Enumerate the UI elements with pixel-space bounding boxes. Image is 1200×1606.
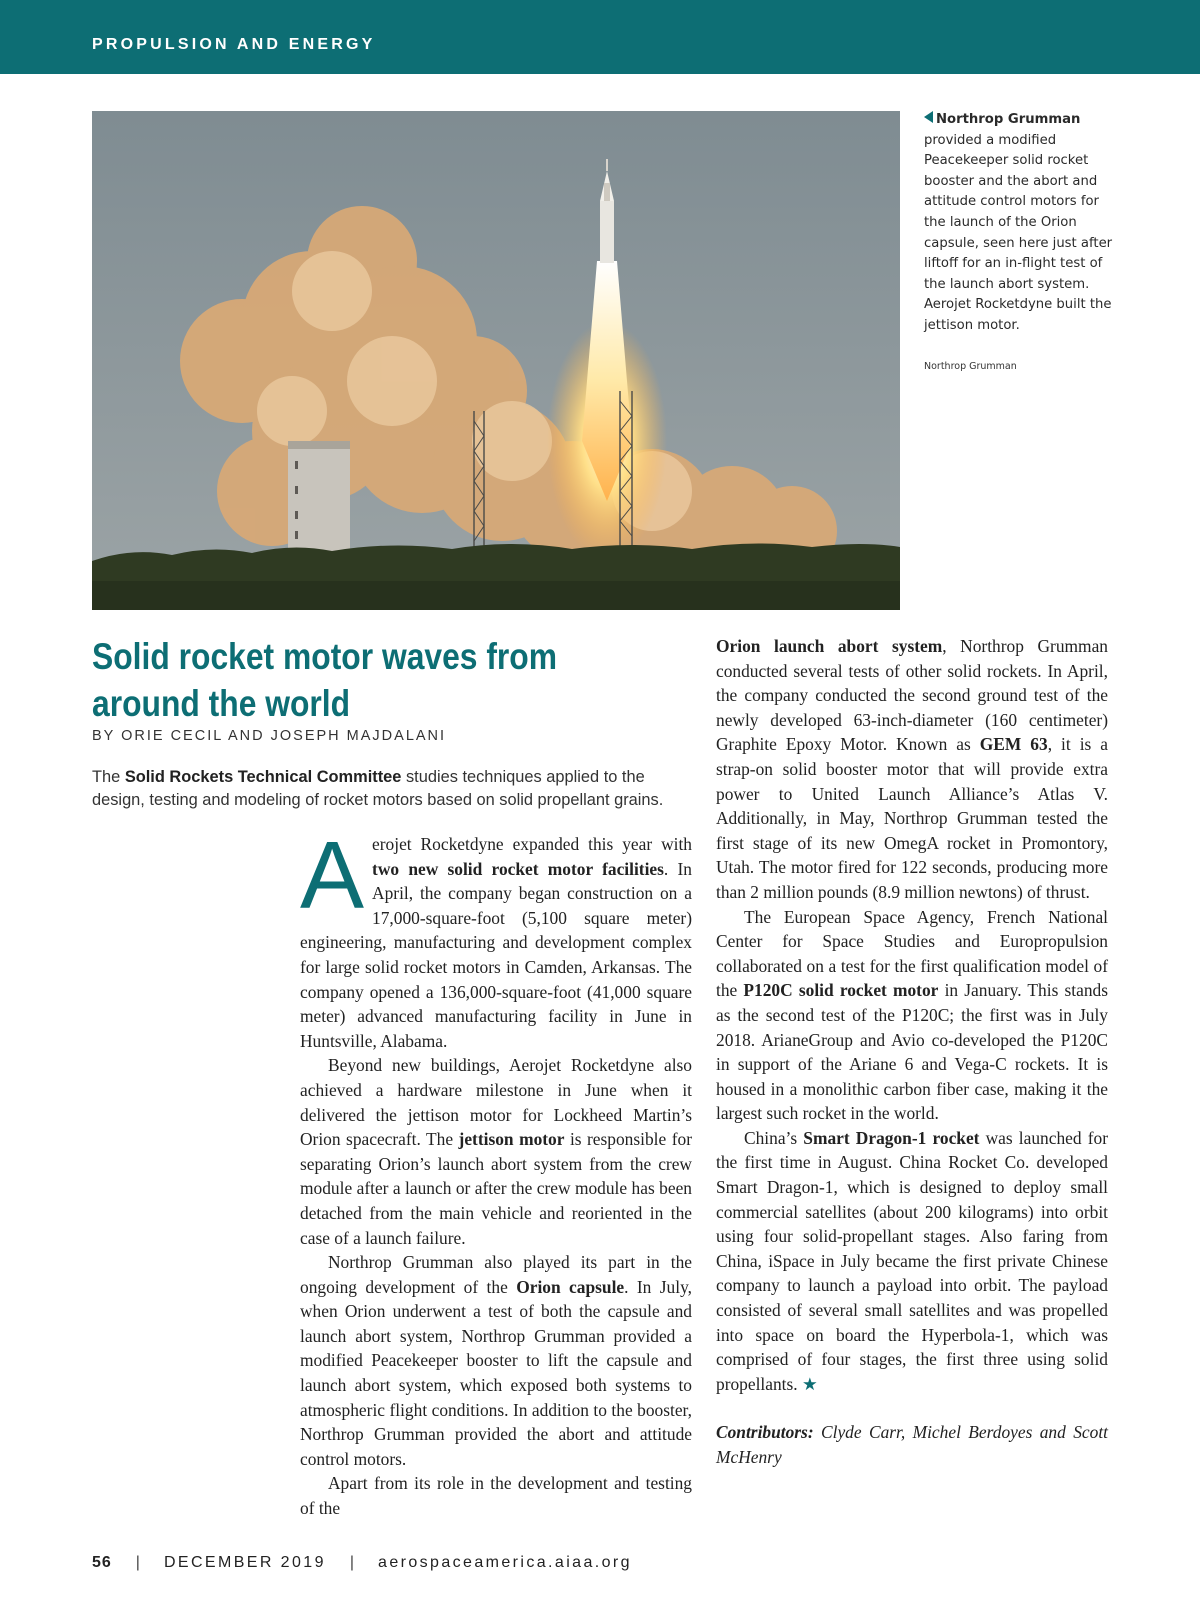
issue-date: DECEMBER 2019	[163, 1554, 326, 1571]
intro-post: studies techniques applied to the design, testing and modeling of rocket motors based on solid propellant grains.	[92, 768, 664, 809]
section-header-band	[0, 0, 1200, 74]
p5-bold: P120C solid rocket motor	[743, 980, 939, 1001]
p4-bold-gem63: GEM 63	[979, 734, 1048, 755]
paragraph-4	[300, 1471, 692, 1520]
paragraph-5	[716, 905, 1108, 1126]
article-byline: BY ORIE CECIL AND JOSEPH MAJDALANI	[92, 728, 447, 744]
paragraph-1	[300, 822, 692, 1053]
paragraph-3	[300, 1250, 692, 1471]
page-footer	[92, 1554, 632, 1572]
article-title: Solid rocket motor waves from around the world	[92, 636, 558, 724]
photo-credit: Northrop Grumman	[924, 361, 1017, 372]
p3-text-c: . In July, when Orion underwent a test of both the capsule and launch abort system, Northrop Grumman provided a modified Peacekeeper booster to lift the capsule and launch abort system, which exposed both systems to atmospheric flight conditions. In addition to the booster, Northrop Grumman provided the abort and attitude control motors.	[300, 1276, 692, 1469]
end-star-icon: ★	[801, 1373, 818, 1394]
paragraph-4-continued	[716, 634, 1108, 905]
p1-text-c: . In April, the company began construction on a 17,000-square-foot (5,100 square meter) engineering, manufacturing and development complex for large solid rocket motors in Camden, Arkansas. The company opened a 136,000-square-foot (41,000 square meter) advanced manufacturing facility in June in Huntsville, Alabama.	[300, 858, 692, 1051]
p2-text-a: Beyond new buildings, Aerojet Rocketdyne also achieved a hardware milestone in June when it delivered the jettison motor for Lockheed Martin’s Orion spacecraft. The	[300, 1055, 692, 1150]
paragraph-2	[300, 1053, 692, 1250]
caption-arrow-icon	[924, 111, 933, 123]
p1-text-a: erojet Rocketdyne expanded this year with	[372, 834, 692, 854]
p3-text-a: Northrop Grumman also played its part in the ongoing development of the	[300, 1252, 692, 1297]
drop-cap: A	[300, 822, 365, 929]
footer-separator-2: |	[349, 1554, 355, 1571]
p4-text-e: , it is a strap-on solid booster motor that will provide extra power to United Launch Alliance’s Atlas V. Additionally, in May, Northrop Grumman tested the first stage of its new OmegA rocket in Promontory, Utah. The motor fired for 122 seconds, producing more than 2 million pounds (8.9 million newtons) of thrust.	[716, 734, 1109, 902]
section-label: PROPULSION AND ENERGY	[92, 36, 376, 53]
footer-separator: |	[135, 1554, 140, 1571]
contributors-label: Contributors:	[716, 1422, 814, 1443]
p4-text-a: Apart from its role in the development and testing of the	[300, 1473, 692, 1519]
intro-pre: The	[92, 768, 125, 786]
p5-text-a: The European Space Agency, French National Center for Space Studies and Europropulsion collaborated on a test for the first qualification model of the	[716, 906, 1108, 1001]
paragraph-6	[716, 1126, 1108, 1397]
website-link[interactable]: aerospaceamerica.aiaa.org	[378, 1554, 632, 1571]
p5-text-c: in January. This stands as the second test of the P120C; the first was in July 2018. ArianeGroup and Avio co-developed the P120C in support of the Ariane 6 and Vega-C rockets. It is housed in a monolithic carbon fiber case, making it the largest such rocket in the world.	[716, 980, 1109, 1124]
p6-text-a: China’s	[744, 1127, 804, 1148]
p3-bold: Orion capsule	[516, 1276, 625, 1297]
photo-caption	[924, 110, 1114, 337]
p2-text-c: is responsible for separating Orion’s launch abort system from the crew module after a launch or after the crew module has been detached from the main vehicle and reoriented in the case of a launch failure.	[300, 1129, 692, 1248]
caption-text: provided a modified Peacekeeper solid rocket booster and the abort and attitude control motors for the launch of the Orion capsule, seen here just after liftoff for an in-flight test of the launch abort system. Aerojet Rocketdyne built the jettison motor.	[924, 132, 1113, 333]
body-column-1	[300, 822, 692, 1521]
rocket-launch-illustration	[92, 111, 900, 610]
article-intro	[92, 766, 692, 812]
caption-lead: Northrop Grumman	[936, 112, 1081, 127]
p2-bold: jettison motor	[458, 1129, 565, 1150]
p1-bold: two new solid rocket motor facilities	[372, 858, 664, 879]
contributors	[716, 1420, 1108, 1469]
contributors-names: Clyde Carr, Michel Berdoyes and Scott McHenry	[716, 1422, 1108, 1467]
p6-bold: Smart Dragon-1 rocket	[803, 1127, 980, 1148]
rocket-launch-photo	[92, 111, 900, 610]
body-column-2	[716, 634, 1108, 1470]
p6-text-c: was launched for the first time in August. China Rocket Co. developed Smart Dragon-1, which is designed to deploy small commercial satellites (about 200 kilograms) into orbit using four solid-propellant stages. Also faring from China, iSpace in July became the first private Chinese company to launch a payload into orbit. The payload consisted of several small satellites and was propelled into space on board the Hyperbola-1, which was comprised of four stages, the first three using solid propellants.	[716, 1127, 1108, 1394]
p4-bold: Orion launch abort system	[716, 636, 943, 656]
p4-text-c: , Northrop Grumman conducted several tests of other solid rockets. In April, the company conducted the second ground test of the newly developed 63-inch-diameter (160 centimeter) Graphite Epoxy Motor. Known as	[716, 636, 1108, 755]
page-number: 56	[92, 1554, 112, 1571]
intro-committee: Solid Rockets Technical Committee	[124, 768, 402, 786]
